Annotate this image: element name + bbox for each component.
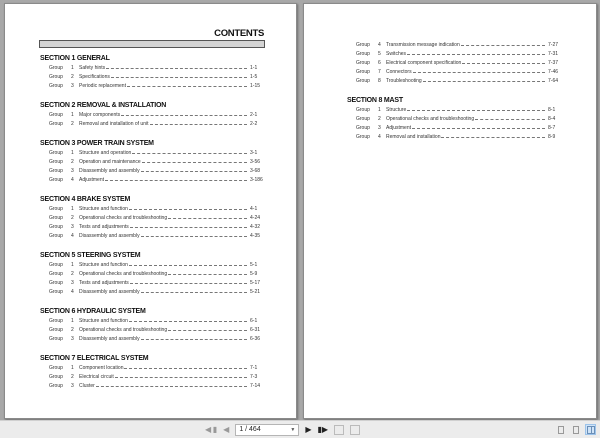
toc-group-label: Group bbox=[49, 215, 63, 221]
dot-leader bbox=[129, 265, 247, 266]
toc-group-number: 4 bbox=[378, 42, 381, 48]
first-page-icon[interactable]: ◀ ▮ bbox=[205, 425, 218, 434]
toc-page-number: 6-31 bbox=[250, 327, 261, 333]
toc-page-number: 8-9 bbox=[548, 134, 556, 140]
toc-group-number: 3 bbox=[71, 168, 74, 174]
toc-group-label: Group bbox=[49, 374, 63, 380]
single-page-icon bbox=[558, 426, 564, 434]
toc-page-number: 4-24 bbox=[250, 215, 261, 221]
toc-page-number: 4-32 bbox=[250, 224, 261, 230]
toc-group-label: Group bbox=[356, 42, 370, 48]
contents-bar bbox=[39, 40, 265, 48]
section-title[interactable]: SECTION 8 MAST bbox=[347, 97, 403, 104]
page-left bbox=[4, 3, 297, 419]
toc-page-number: 7-14 bbox=[250, 383, 261, 389]
toc-page-number: 8-7 bbox=[548, 125, 556, 131]
toc-group-label: Group bbox=[49, 318, 63, 324]
continuous-view-button[interactable] bbox=[570, 424, 581, 435]
dot-leader bbox=[121, 115, 247, 116]
toc-page-number: 5-21 bbox=[250, 289, 261, 295]
toc-entry[interactable] bbox=[40, 364, 266, 373]
toc-group-label: Group bbox=[356, 60, 370, 66]
toc-entry[interactable] bbox=[40, 167, 266, 176]
toc-group-number: 4 bbox=[71, 177, 74, 183]
facing-pages-icon bbox=[587, 426, 595, 434]
toc-entry[interactable] bbox=[347, 115, 564, 124]
toc-entry-title: Structure and operation bbox=[79, 150, 132, 156]
toc-entry[interactable] bbox=[347, 68, 564, 77]
toc-page-number: 8-4 bbox=[548, 116, 556, 122]
toc-group-label: Group bbox=[356, 125, 370, 131]
toc-group-number: 1 bbox=[378, 107, 381, 113]
toc-entry-title: Structure bbox=[386, 107, 407, 113]
toc-page-number: 7-37 bbox=[548, 60, 559, 66]
toc-group-label: Group bbox=[356, 116, 370, 122]
toc-entry[interactable] bbox=[347, 106, 564, 115]
toc-entry[interactable] bbox=[40, 111, 266, 120]
toc-section bbox=[40, 139, 266, 185]
toc-entry[interactable] bbox=[347, 77, 564, 86]
toc-section bbox=[40, 195, 266, 241]
toc-group-number: 8 bbox=[378, 78, 381, 84]
dot-leader bbox=[142, 162, 247, 163]
dot-leader bbox=[423, 81, 545, 82]
toc-group-label: Group bbox=[356, 69, 370, 75]
dot-leader bbox=[413, 72, 545, 73]
dot-leader bbox=[115, 377, 247, 378]
toc-section bbox=[40, 307, 266, 344]
toc-group-number: 4 bbox=[71, 233, 74, 239]
toc-group-number: 2 bbox=[71, 121, 74, 127]
toc-entry-title: Disassembly and assembly bbox=[79, 168, 140, 174]
toc-entry[interactable] bbox=[40, 82, 266, 91]
page-indicator: 1 / 464 bbox=[239, 426, 261, 433]
section-title[interactable]: SECTION 4 BRAKE SYSTEM bbox=[40, 196, 131, 203]
toc-entry[interactable] bbox=[40, 261, 266, 270]
dot-leader bbox=[129, 321, 247, 322]
toc-entry[interactable] bbox=[347, 133, 564, 142]
toc-entry-title: Transmission message indication bbox=[386, 42, 460, 48]
toc-group-number: 3 bbox=[71, 383, 74, 389]
toc-group-number: 3 bbox=[71, 280, 74, 286]
contents-title: CONTENTS bbox=[214, 28, 264, 39]
toc-page-number: 3-68 bbox=[250, 168, 261, 174]
toc-group-number: 1 bbox=[71, 65, 74, 71]
dot-leader bbox=[168, 218, 247, 219]
toc-entry-title: Electrical circuit bbox=[79, 374, 114, 380]
toc-entry[interactable] bbox=[347, 50, 564, 59]
toc-entry-title: Operational checks and troubleshooting bbox=[79, 271, 168, 277]
toc-entry-title: Connectors bbox=[386, 69, 412, 75]
dot-leader bbox=[461, 45, 545, 46]
toc-entry-title: Structure and function bbox=[79, 318, 128, 324]
toc-entry-title: Tests and adjustments bbox=[79, 280, 129, 286]
toc-section bbox=[40, 54, 266, 91]
go-back-icon[interactable] bbox=[334, 425, 344, 435]
toc-group-label: Group bbox=[49, 150, 63, 156]
toc-entry-title: Disassembly and assembly bbox=[79, 336, 140, 342]
toc-group-label: Group bbox=[49, 365, 63, 371]
toc-entry-title: Operational checks and troubleshooting bbox=[79, 215, 168, 221]
toc-group-label: Group bbox=[49, 262, 63, 268]
toc-entry[interactable] bbox=[40, 73, 266, 82]
single-page-view-button[interactable] bbox=[555, 424, 566, 435]
toc-page-number: 5-9 bbox=[250, 271, 258, 277]
dot-leader bbox=[168, 274, 247, 275]
toc-group-number: 6 bbox=[378, 60, 381, 66]
dot-leader bbox=[105, 180, 247, 181]
toc-group-number: 3 bbox=[71, 83, 74, 89]
continuous-page-icon bbox=[573, 426, 579, 434]
toc-page-number: 1-15 bbox=[250, 83, 261, 89]
toc-entry-title: Periodic replacement bbox=[79, 83, 126, 89]
toc-entry-title: Removal and installation of unit bbox=[79, 121, 149, 127]
dot-leader bbox=[141, 292, 247, 293]
dot-leader bbox=[441, 137, 545, 138]
toc-entry[interactable] bbox=[40, 335, 266, 344]
toc-group-number: 2 bbox=[71, 271, 74, 277]
toc-entry-title: Electrical component specification bbox=[386, 60, 462, 66]
toc-page-number: 7-64 bbox=[548, 78, 559, 84]
toc-group-number: 2 bbox=[71, 159, 74, 165]
toc-entry-title: Structure and function bbox=[79, 206, 128, 212]
toc-page-number: 6-36 bbox=[250, 336, 261, 342]
toc-group-number: 2 bbox=[71, 374, 74, 380]
toc-group-label: Group bbox=[49, 327, 63, 333]
toc-page-number: 5-1 bbox=[250, 262, 258, 268]
toc-entry-title: Adjustment bbox=[386, 125, 412, 131]
dot-leader bbox=[168, 330, 247, 331]
dot-leader bbox=[130, 283, 247, 284]
toc-section bbox=[347, 96, 564, 142]
toc-group-label: Group bbox=[49, 74, 63, 80]
toc-entry[interactable] bbox=[40, 382, 266, 391]
page-navigation bbox=[205, 424, 360, 436]
dot-leader bbox=[412, 128, 545, 129]
dot-leader bbox=[106, 68, 247, 69]
toc-entry-title: Removal and installation bbox=[386, 134, 441, 140]
dot-leader bbox=[96, 386, 247, 387]
dot-leader bbox=[132, 153, 247, 154]
toc-entry[interactable] bbox=[40, 317, 266, 326]
status-bar bbox=[0, 420, 600, 438]
dot-leader bbox=[141, 171, 247, 172]
dot-leader bbox=[124, 368, 247, 369]
toc-entry[interactable] bbox=[40, 279, 266, 288]
toc-entry-title: Operational checks and troubleshooting bbox=[386, 116, 475, 122]
toc-page-number: 4-1 bbox=[250, 206, 258, 212]
toc-entry[interactable] bbox=[40, 270, 266, 279]
facing-pages-view-button[interactable] bbox=[585, 424, 596, 435]
page-number-input[interactable] bbox=[235, 424, 299, 436]
section-title[interactable]: SECTION 3 POWER TRAIN SYSTEM bbox=[40, 140, 154, 147]
toc-group-label: Group bbox=[49, 280, 63, 286]
toc-page-number: 7-3 bbox=[250, 374, 258, 380]
toc-entry-title: Troubleshooting bbox=[386, 78, 422, 84]
toc-group-number: 2 bbox=[71, 74, 74, 80]
toc-page-number: 3-56 bbox=[250, 159, 261, 165]
toc-entry[interactable] bbox=[40, 223, 266, 232]
toc-page-number: 7-31 bbox=[548, 51, 559, 57]
toc-entry-title: Specifications bbox=[79, 74, 110, 80]
toc-entry-title: Safety hints bbox=[79, 65, 106, 71]
section-title[interactable]: SECTION 7 ELECTRICAL SYSTEM bbox=[40, 355, 149, 362]
toc-group-label: Group bbox=[49, 336, 63, 342]
toc-page-number: 7-27 bbox=[548, 42, 559, 48]
toc-entry-title: Structure and function bbox=[79, 262, 128, 268]
toc-group-number: 7 bbox=[378, 69, 381, 75]
toc-group-label: Group bbox=[49, 233, 63, 239]
section-title[interactable]: SECTION 1 GENERAL bbox=[40, 55, 110, 62]
dot-leader bbox=[129, 209, 247, 210]
toc-entry-title: Switches bbox=[386, 51, 407, 57]
toc-group-label: Group bbox=[49, 289, 63, 295]
toc-group-label: Group bbox=[356, 134, 370, 140]
toc-page-number: 4-35 bbox=[250, 233, 261, 239]
dot-leader bbox=[407, 54, 545, 55]
toc-entry[interactable] bbox=[40, 158, 266, 167]
toc-group-number: 2 bbox=[71, 215, 74, 221]
toc-page-number: 2-2 bbox=[250, 121, 258, 127]
toc-group-number: 2 bbox=[378, 116, 381, 122]
toc-page-number: 5-17 bbox=[250, 280, 261, 286]
toc-group-label: Group bbox=[356, 107, 370, 113]
toc-group-number: 1 bbox=[71, 365, 74, 371]
toc-group-label: Group bbox=[49, 383, 63, 389]
toc-group-number: 3 bbox=[71, 336, 74, 342]
toc-group-number: 1 bbox=[71, 318, 74, 324]
toc-group-label: Group bbox=[49, 65, 63, 71]
toc-entry[interactable] bbox=[40, 120, 266, 129]
toc-section bbox=[40, 101, 266, 129]
section-title[interactable]: SECTION 6 HYDRAULIC SYSTEM bbox=[40, 308, 146, 315]
toc-group-label: Group bbox=[49, 206, 63, 212]
toc-entry-title: Operation and maintenance bbox=[79, 159, 141, 165]
toc-group-number: 5 bbox=[378, 51, 381, 57]
toc-page-number: 1-5 bbox=[250, 74, 258, 80]
toc-group-number: 2 bbox=[71, 327, 74, 333]
toc-right bbox=[347, 41, 564, 152]
toc-entry[interactable] bbox=[40, 326, 266, 335]
dot-leader bbox=[141, 339, 247, 340]
page-right bbox=[303, 3, 597, 419]
toc-group-number: 1 bbox=[71, 262, 74, 268]
toc-page-number: 7-46 bbox=[548, 69, 559, 75]
toc-entry[interactable] bbox=[40, 64, 266, 73]
toc-group-number: 1 bbox=[71, 150, 74, 156]
chevron-down-icon[interactable]: ▼ bbox=[290, 427, 296, 433]
toc-entry[interactable] bbox=[40, 373, 266, 382]
toc-entry[interactable] bbox=[347, 41, 564, 50]
toc-entry[interactable] bbox=[347, 124, 564, 133]
toc-group-label: Group bbox=[49, 121, 63, 127]
toc-entry[interactable] bbox=[40, 176, 266, 185]
toc-section bbox=[40, 354, 266, 391]
toc-entry-title: Tests and adjustments bbox=[79, 224, 129, 230]
dot-leader bbox=[111, 77, 247, 78]
toc-page-number: 3-1 bbox=[250, 150, 258, 156]
section-title[interactable]: SECTION 5 STEERING SYSTEM bbox=[40, 252, 141, 259]
toc-group-number: 4 bbox=[378, 134, 381, 140]
toc-group-label: Group bbox=[49, 168, 63, 174]
last-page-icon[interactable]: ▮▶ bbox=[317, 425, 329, 434]
next-page-icon[interactable]: ▶ bbox=[305, 425, 312, 434]
toc-group-label: Group bbox=[49, 271, 63, 277]
toc-entry-title: Component location bbox=[79, 365, 124, 371]
toc-page-number: 3-186 bbox=[250, 177, 263, 183]
toc-entry[interactable] bbox=[40, 149, 266, 158]
dot-leader bbox=[462, 63, 545, 64]
toc-entry[interactable] bbox=[40, 232, 266, 241]
toc-entry-title: Major components bbox=[79, 112, 121, 118]
toc-entry-title: Cluster bbox=[79, 383, 95, 389]
toc-entry-title: Adjustment bbox=[79, 177, 105, 183]
toc-group-label: Group bbox=[356, 51, 370, 57]
dot-leader bbox=[150, 124, 248, 125]
toc-page-number: 6-1 bbox=[250, 318, 258, 324]
previous-page-icon[interactable]: ◀ bbox=[223, 425, 230, 434]
toc-group-number: 3 bbox=[71, 224, 74, 230]
dot-leader bbox=[475, 119, 545, 120]
dot-leader bbox=[141, 236, 247, 237]
section-title[interactable]: SECTION 2 REMOVAL & INSTALLATION bbox=[40, 102, 167, 109]
dot-leader bbox=[407, 110, 545, 111]
toc-entry-title: Operational checks and troubleshooting bbox=[79, 327, 168, 333]
toc-entry[interactable] bbox=[40, 205, 266, 214]
go-forward-icon[interactable] bbox=[350, 425, 360, 435]
toc-section-continued bbox=[347, 41, 564, 86]
view-mode-buttons bbox=[555, 424, 596, 435]
toc-entry[interactable] bbox=[40, 214, 266, 223]
toc-group-label: Group bbox=[356, 78, 370, 84]
toc-left bbox=[40, 54, 266, 401]
toc-page-number: 1-1 bbox=[250, 65, 258, 71]
toc-group-label: Group bbox=[49, 224, 63, 230]
toc-entry[interactable] bbox=[40, 288, 266, 297]
toc-group-label: Group bbox=[49, 177, 63, 183]
toc-page-number: 2-1 bbox=[250, 112, 258, 118]
toc-section bbox=[40, 251, 266, 297]
toc-group-number: 1 bbox=[71, 206, 74, 212]
toc-group-label: Group bbox=[49, 83, 63, 89]
toc-entry-title: Disassembly and assembly bbox=[79, 233, 140, 239]
toc-group-number: 4 bbox=[71, 289, 74, 295]
toc-entry-title: Disassembly and assembly bbox=[79, 289, 140, 295]
toc-group-label: Group bbox=[49, 112, 63, 118]
dot-leader bbox=[127, 86, 247, 87]
toc-page-number: 8-1 bbox=[548, 107, 556, 113]
toc-group-number: 3 bbox=[378, 125, 381, 131]
toc-group-number: 1 bbox=[71, 112, 74, 118]
toc-page-number: 7-1 bbox=[250, 365, 258, 371]
dot-leader bbox=[130, 227, 247, 228]
toc-entry[interactable] bbox=[347, 59, 564, 68]
toc-group-label: Group bbox=[49, 159, 63, 165]
